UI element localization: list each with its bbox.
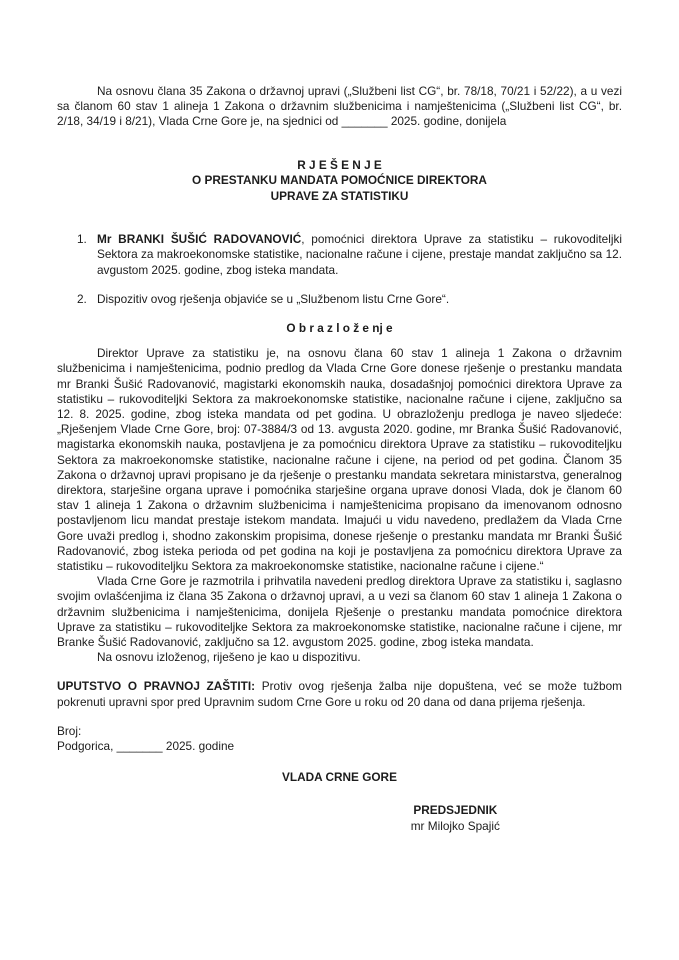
body-paragraph-2: Vlada Crne Gore je razmotrila i prihvatila navedeni predlog direktora Uprave za statistiku i, saglasno svojim ovlašćenjima iz člana 35 Zakona o državnoj upravi, a u vezi sa članom 60 stav 1 alineja 1 Zakona o državnim službenicima i namještenicima, donijela Rješenje o prestanku mandata pomoćnice direktora Uprave za statistiku – rukovoditeljke Sektora za makroekonomske statistike, nacionalne račune i cijene, mr Branke Šušić Radovanović, zaključno sa 12. avgustom 2025. godine, zbog isteka mandata. xyxy=(57,574,622,649)
intro-paragraph: Na osnovu člana 35 Zakona o državnoj upravi („Službeni list CG“, br. 78/18, 70/21 i 52/22), a u vezi sa članom 60 stav 1 alineja 1 Zakona o državnim službenicima i namještenicima („Službeni list CG“, br. 2/18, 34/19 i 8/21), Vlada Crne Gore je, na sjednici od _______ 2025. godine, donijela xyxy=(57,84,622,129)
title-line-1: R J E Š E N J E xyxy=(297,157,382,172)
signature-block xyxy=(368,803,543,833)
item-text xyxy=(97,292,622,307)
title-line-3: UPRAVE ZA STATISTIKU xyxy=(270,188,409,203)
legal-notice xyxy=(57,679,622,709)
legal-notice-label: UPUTSTVO O PRAVNOJ ZAŠTITI: xyxy=(57,679,256,694)
document-number-label: Broj: xyxy=(57,723,82,738)
item-regular-text: Dispozitiv ovog rješenja objaviće se u „Službenom listu Crne Gore“. xyxy=(97,291,450,306)
body-paragraph-1: Direktor Uprave za statistiku je, na osnovu člana 60 stav 1 alineja 1 Zakona o državnim službenicima i namještenicima, podnio predlog da Vlada Crne Gore donese rješenje o prestanku mandata mr Branki Šušić Radovanović, magistarki ekonomskih nauka, dosadašnjoj pomoćnici direktora Uprave za statistiku – rukovoditeljki Sektora za makroekonomske statistike, nacionalne račune i cijene, zaključno sa 12. 8. 2025. godine, zbog isteka mandata od pet godina. U obrazloženju predloga je naveo sljedeće: „Rješenjem Vlade Crne Gore, broj: 07-3884/3 od 13. avgusta 2020. godine, mr Branka Šušić Radovanović, magistarka ekonomskih nauka, postavljena je za pomoćnicu direktora Uprave za statistiku – rukovoditeljku Sektora za makroekonomske statistike, nacionalne račune i cijene, na period od pet godina. Članom 35 Zakona o državnoj upravi propisano je da rješenje o prestanku mandata sekretara ministarstva, generalnog direktora, starješine organa uprave i pomoćnika starješine organa uprave donosi Vlada, dok je članom 60 stav 1 alineja 1 Zakona o državnim službenicima i namještenicima propisano da imenovanom odnosno postavljenom licu mandat prestaje istekom mandata. Imajući u vidu navedeno, predlažem da Vlada Crne Gore uvaži predlog i, shodno zakonskim propisima, donese rješenje o prestanku mandata mr Branki Šušić Radovanović, zbog isteka perioda od pet godina na koji je postavljena za pomoćnicu direktora Uprave za statistiku – rukovoditeljku Sektora za makroekonomske statistike, nacionalne račune i cijene.“ xyxy=(57,346,622,573)
item-bold-text: Mr BRANKI ŠUŠIĆ RADOVANOVIĆ xyxy=(97,232,302,247)
decision-list xyxy=(57,232,622,307)
signature-title: PREDSJEDNIK xyxy=(413,803,498,818)
item-number: 2. xyxy=(77,291,87,306)
legal-notice-text: Protiv ovog rješenja žalba nije dopuštena, već se može tužbom pokrenuti upravni spor pred Upravnim sudom Crne Gore u roku od 20 dana od dana prijema rješenja. xyxy=(57,679,622,709)
list-item-2 xyxy=(77,292,622,307)
title-line-2: O PRESTANKU MANDATA POMOĆNICE DIREKTORA xyxy=(192,173,487,188)
document-title xyxy=(57,158,622,205)
item-text xyxy=(97,232,622,278)
place-date-line: Podgorica, _______ 2025. godine xyxy=(57,739,235,753)
footer-block xyxy=(57,724,622,754)
body-paragraph-3: Na osnovu izloženog, riješeno je kao u dispozitivu. xyxy=(97,650,361,665)
section-heading-obrazlozenje: O b r a z l o ž e nj e xyxy=(286,320,393,335)
item-regular-text: , pomoćnici direktora Uprave za statistiku – rukovoditeljki Sektora za makroekonomske statistike, nacionalne račune i cijene, prestaje mandat zaključno sa 12. avgustom 2025. godine, zbog isteka mandata. xyxy=(97,232,622,277)
org-name: VLADA CRNE GORE xyxy=(282,770,397,785)
signature-name: mr Milojko Spajić xyxy=(410,818,500,833)
list-item-1 xyxy=(77,232,622,278)
item-number: 1. xyxy=(77,232,87,247)
